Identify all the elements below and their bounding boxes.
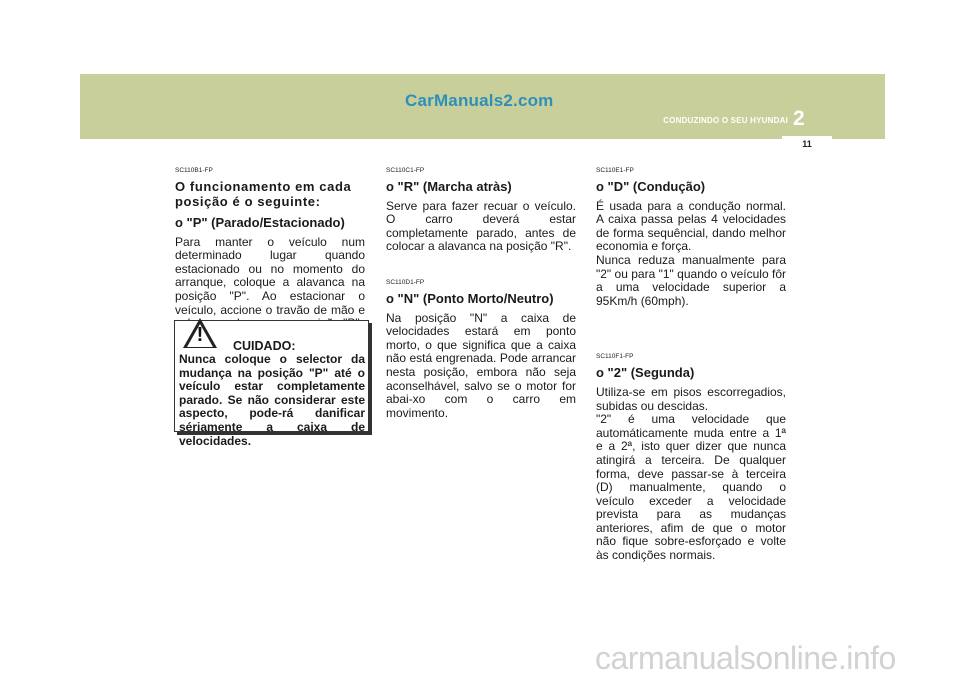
- neutral-code: SC110D1-FP: [386, 278, 425, 286]
- drive-heading: o "D" (Condução): [596, 178, 706, 194]
- second-heading: o "2" (Segunda): [596, 364, 695, 380]
- drive-code: SC110E1-FP: [596, 167, 634, 174]
- park-body: Para manter o veículo num determinado lugar quando estacionado ou no momento do arranque, coloque a alavanca na posição "P". Ao estacionar o veículo, accione o travão de mão e: [175, 234, 365, 317]
- drive-body-2: Nunca reduza manualmente para "2" ou para "1" quando o veículo fôr a uma velocidade superior a 95Km/h (60mph).: [596, 252, 786, 308]
- bottom-watermark[interactable]: carmanualsonline.info: [595, 640, 896, 676]
- second-body-2: "2" é uma velocidade que automáticamente muda entre a 1ª e a 2ª, isto quer dizer que nunca atingirá a terceira. De qualquer forma, deve passar-se à terceira (D) manualmente, quando o veículo exceder a velocidade prevista para as mudanças anteriores, afim de que o motor não fique sobre-esforçado e volte às condições normais.: [596, 412, 786, 563]
- caution-title: CUIDADO:: [233, 339, 296, 353]
- section-heading: O funcionamento em cada posição é o seguinte:: [175, 178, 352, 209]
- section-title: CONDUZINDO O SEU HYUNDAI: [663, 116, 788, 125]
- page-number: 11: [802, 139, 812, 149]
- drive-body: É usada para a condução normal. A caixa passa pelas 4 velocidades de forma sequêncial, dando melhor economia e força.: [596, 198, 786, 254]
- column-right: [596, 164, 786, 563]
- second-body: Utiliza-se em pisos escorregadios, subidas ou descidas.: [596, 384, 786, 413]
- exclamation-mark: !: [196, 324, 204, 346]
- section-code: SC110B1-FP: [175, 167, 213, 174]
- top-watermark[interactable]: CarManuals2.com: [405, 91, 554, 110]
- chapter-number: 2: [793, 107, 805, 130]
- second-code: SC110F1-FP: [596, 353, 634, 361]
- reverse-body: Serve para fazer recuar o veículo. O carro deverá estar completamente parado, antes de colocar a alavanca na posição "R".: [386, 198, 576, 254]
- neutral-body: Na posição "N" a caixa de velocidades estará em ponto morto, o que significa que a caixa não está engrenada. Pode arrancar nesta posição, embora não seja aconselhável, salvo se o motor for abai-xo com o carro em movimento.: [386, 310, 576, 420]
- caution-box: [174, 320, 369, 448]
- caution-text: Nunca coloque o selector da mudança na posição "P" até o veículo estar completamente parado. Se não considerar este aspecto, pode-rá danificar sériamente a caixa de velocidades.: [179, 352, 365, 448]
- column-middle: [386, 164, 576, 420]
- reverse-heading: o "R" (Marcha atràs): [386, 178, 512, 194]
- neutral-heading: o "N" (Ponto Morto/Neutro): [386, 290, 554, 306]
- column-left: [175, 164, 365, 331]
- reverse-code: SC110C1-FP: [386, 167, 425, 174]
- park-heading: o "P" (Parado/Estacionado): [175, 214, 345, 230]
